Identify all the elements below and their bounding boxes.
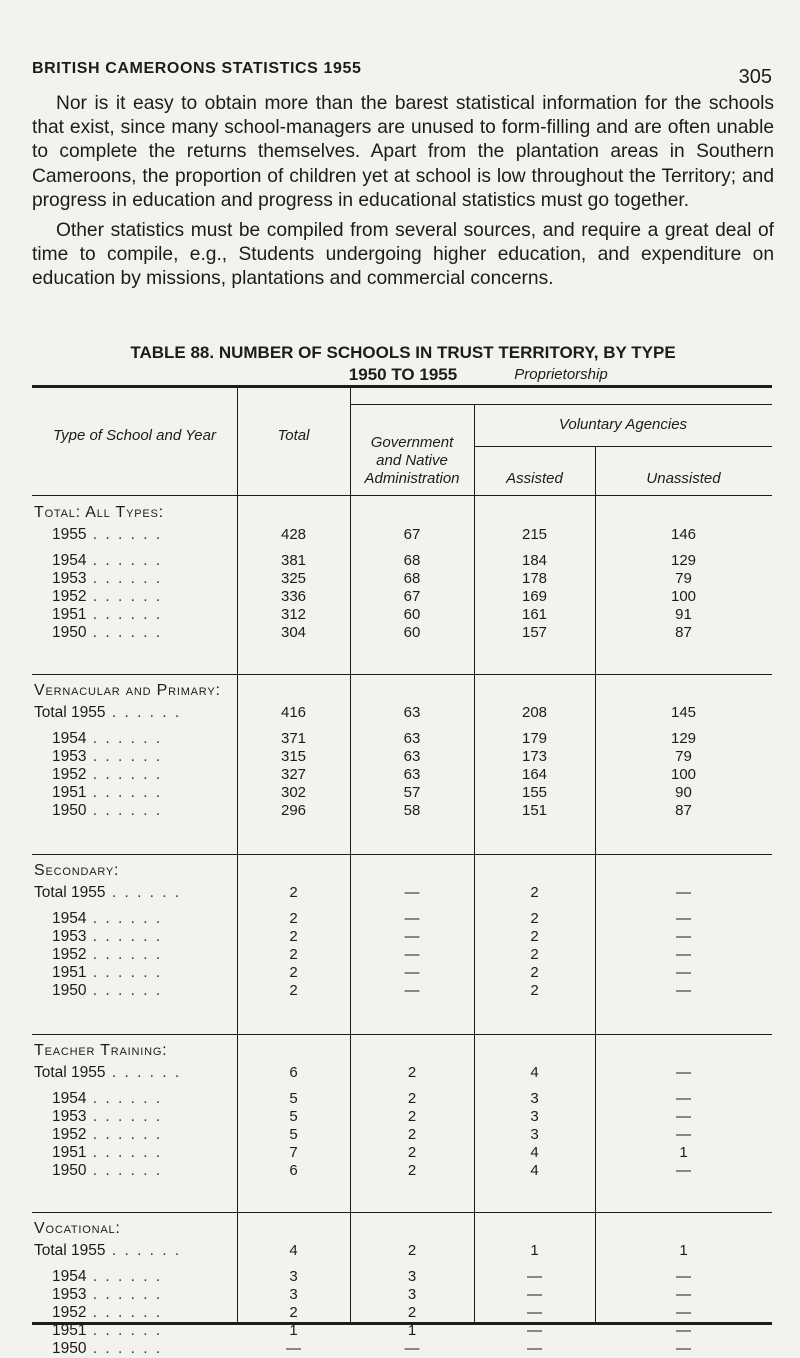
cell-government: 2 [407, 1242, 417, 1259]
row-year: Total 1955 [34, 1064, 106, 1081]
cell-total: 2 [289, 964, 298, 981]
cell-total: 2 [289, 946, 298, 963]
cell-assisted: 178 [521, 570, 548, 587]
cell-unassisted: — [676, 1340, 691, 1357]
row-label [52, 1090, 162, 1108]
cell-assisted: 1 [530, 1242, 539, 1259]
row-year: 1952 [52, 1304, 87, 1321]
row-year: 1950 [52, 982, 87, 999]
dot-leader: . . . . . . [86, 1304, 163, 1321]
cell-total: 315 [280, 748, 307, 765]
cell-government: 58 [403, 802, 421, 819]
cell-total: 381 [280, 552, 307, 569]
row-year: 1953 [52, 1286, 87, 1303]
row-year: Total 1955 [34, 704, 106, 721]
row-year: 1954 [52, 730, 87, 747]
row-label [52, 802, 162, 820]
cell-total: 325 [280, 570, 307, 587]
section-title: Teacher Training: [34, 1042, 168, 1059]
dot-leader: . . . . . . [86, 1268, 163, 1285]
cell-unassisted: — [676, 1090, 691, 1107]
cell-unassisted: 79 [675, 570, 692, 587]
cell-assisted: 2 [530, 928, 539, 945]
cell-assisted: 164 [521, 766, 548, 783]
cell-unassisted: 79 [675, 748, 692, 765]
row-label [34, 884, 181, 902]
header-proprietorship: Proprietorship [514, 366, 608, 383]
row-year: 1953 [52, 748, 87, 765]
cell-total: 4 [289, 1242, 298, 1259]
row-year: 1950 [52, 802, 87, 819]
cell-total: 2 [289, 910, 298, 927]
cell-assisted: 173 [521, 748, 548, 765]
cell-total: 1 [289, 1322, 298, 1339]
cell-government: — [404, 884, 420, 901]
cell-government: — [404, 910, 420, 927]
row-label [52, 1108, 162, 1126]
dot-leader: . . . . . . [86, 910, 163, 927]
cell-unassisted: — [676, 964, 691, 981]
cell-unassisted: — [676, 910, 691, 927]
row-label [52, 1162, 162, 1180]
row-year: 1950 [52, 1340, 87, 1357]
row-year: 1955 [52, 526, 87, 543]
cell-government: 1 [407, 1322, 417, 1339]
cell-assisted: — [527, 1286, 542, 1303]
cell-government: 68 [403, 552, 421, 569]
cell-assisted: 208 [521, 704, 548, 721]
row-label [52, 748, 162, 766]
header-bottom-rule [32, 495, 772, 496]
cell-assisted: 2 [530, 982, 539, 999]
cell-unassisted: — [676, 884, 691, 901]
cell-government: 63 [403, 704, 421, 721]
dot-leader: . . . . . . [86, 1090, 163, 1107]
row-year: 1950 [52, 1162, 87, 1179]
section-title: Vocational: [34, 1220, 121, 1237]
cell-assisted: — [527, 1304, 542, 1321]
dot-leader: . . . . . . [86, 624, 163, 641]
cell-unassisted: 1 [679, 1144, 688, 1161]
cell-total: 2 [289, 1304, 298, 1321]
cell-government: — [404, 928, 420, 945]
section-rule [32, 674, 772, 675]
cell-unassisted: 90 [675, 784, 692, 801]
row-label [52, 946, 162, 964]
row-year: 1954 [52, 1090, 87, 1107]
cell-assisted: 3 [530, 1090, 539, 1107]
row-label [52, 1286, 162, 1304]
row-year: 1953 [52, 1108, 87, 1125]
section-title: Total: All Types: [34, 504, 164, 521]
row-label [52, 928, 162, 946]
dot-leader: . . . . . . [86, 730, 163, 747]
dot-leader: . . . . . . [86, 766, 163, 783]
cell-assisted: 2 [530, 946, 539, 963]
cell-government: 63 [403, 730, 421, 747]
cell-total: 3 [289, 1286, 298, 1303]
cell-total: 416 [280, 704, 307, 721]
row-label [52, 588, 162, 606]
cell-assisted: 3 [530, 1126, 539, 1143]
header-unassisted: Unassisted [646, 470, 721, 487]
cell-government: — [404, 946, 420, 963]
dot-leader: . . . . . . [86, 964, 163, 981]
cell-unassisted: — [676, 1286, 691, 1303]
cell-unassisted: 91 [675, 606, 692, 623]
section-title: Vernacular and Primary: [34, 682, 221, 699]
cell-unassisted: — [676, 928, 691, 945]
dot-leader: . . . . . . [86, 1340, 163, 1357]
cell-unassisted: 145 [670, 704, 697, 721]
row-year: 1951 [52, 1144, 87, 1161]
cell-government: 2 [407, 1064, 417, 1081]
cell-assisted: 2 [530, 884, 539, 901]
cell-total: 428 [280, 526, 307, 543]
running-title: BRITISH CAMEROONS STATISTICS 1955 [32, 60, 362, 77]
cell-assisted: 184 [521, 552, 548, 569]
cell-assisted: 3 [530, 1108, 539, 1125]
row-label [52, 624, 162, 642]
section-rule [32, 854, 772, 855]
cell-unassisted: 146 [670, 526, 697, 543]
cell-assisted: 2 [530, 964, 539, 981]
row-label [52, 606, 162, 624]
cell-assisted: 169 [521, 588, 548, 605]
cell-government: 63 [403, 748, 421, 765]
voluntary-rule [474, 446, 772, 447]
cell-total: 304 [280, 624, 307, 641]
row-label [52, 784, 162, 802]
cell-unassisted: — [676, 1108, 691, 1125]
cell-unassisted: 100 [670, 588, 697, 605]
dot-leader: . . . . . . [86, 552, 163, 569]
paragraph-2: Other statistics must be compiled from several sources, and require a great deal of time to compile, e.g., Students undergoing higher education, and expenditure on education by missions, plantations and commercial concerns. [32, 220, 774, 290]
cell-total: 2 [289, 884, 298, 901]
cell-total: 5 [289, 1108, 298, 1125]
row-label [52, 730, 162, 748]
row-label [52, 766, 162, 784]
cell-total: 7 [289, 1144, 298, 1161]
body-text [32, 92, 774, 298]
dot-leader: . . . . . . [86, 1162, 163, 1179]
cell-assisted: — [527, 1322, 542, 1339]
cell-total: 2 [289, 928, 298, 945]
header-total: Total [277, 427, 310, 444]
dot-leader: . . . . . . [86, 526, 163, 543]
page-number: 305 [738, 66, 772, 88]
row-label [34, 704, 181, 722]
cell-government: 68 [403, 570, 421, 587]
cell-government: 57 [403, 784, 421, 801]
cell-unassisted: 87 [675, 802, 692, 819]
proprietorship-rule [350, 404, 772, 405]
cell-government: 2 [407, 1144, 417, 1161]
dot-leader: . . . . . . [105, 1064, 182, 1081]
row-label [52, 1340, 162, 1358]
row-label [52, 1304, 162, 1322]
cell-assisted: 2 [530, 910, 539, 927]
dot-leader: . . . . . . [86, 748, 163, 765]
cell-assisted: 4 [530, 1144, 539, 1161]
cell-assisted: 215 [521, 526, 548, 543]
row-label [52, 910, 162, 928]
cell-unassisted: 1 [679, 1242, 688, 1259]
paragraph-1: Nor is it easy to obtain more than the barest statistical information for the schools that exist, since many school-managers are unused to form-filling and are often unable to complete the returns themselves. Apart from the plantation areas in Southern Cameroons, the proportion of children yet at school is low throughout the Territory; and progress in education and progress in educational statistics must go together. [32, 93, 774, 211]
row-year: Total 1955 [34, 1242, 106, 1259]
cell-government: — [404, 964, 420, 981]
cell-unassisted: — [676, 1162, 691, 1179]
dot-leader: . . . . . . [86, 588, 163, 605]
cell-government: — [404, 1340, 420, 1357]
header-type: Type of School and Year [53, 427, 216, 444]
cell-government: 67 [403, 588, 421, 605]
cell-government: 3 [407, 1286, 417, 1303]
row-year: 1954 [52, 1268, 87, 1285]
dot-leader: . . . . . . [86, 1286, 163, 1303]
row-label [52, 964, 162, 982]
cell-assisted: 4 [530, 1162, 539, 1179]
cell-assisted: 161 [521, 606, 548, 623]
running-head [32, 60, 772, 86]
dot-leader: . . . . . . [105, 1242, 182, 1259]
cell-total: 6 [289, 1064, 298, 1081]
row-year: 1954 [52, 910, 87, 927]
row-label [52, 552, 162, 570]
row-year: 1953 [52, 570, 87, 587]
cell-government: 60 [403, 624, 421, 641]
cell-government: 2 [407, 1108, 417, 1125]
row-label [52, 1268, 162, 1286]
section-title: Secondary: [34, 862, 120, 879]
cell-total: 2 [289, 982, 298, 999]
row-label [34, 1242, 181, 1260]
cell-government: 2 [407, 1090, 417, 1107]
dot-leader: . . . . . . [86, 1144, 163, 1161]
cell-government: 2 [407, 1162, 417, 1179]
row-year: 1951 [52, 784, 87, 801]
row-label [52, 1322, 162, 1340]
cell-assisted: — [527, 1268, 542, 1285]
cell-government: 67 [403, 526, 421, 543]
cell-unassisted: — [676, 1126, 691, 1143]
row-year: 1952 [52, 946, 87, 963]
cell-government: 2 [407, 1304, 417, 1321]
cell-total: 3 [289, 1268, 298, 1285]
section-rule [32, 1212, 772, 1213]
cell-assisted: 155 [521, 784, 548, 801]
cell-total: 296 [280, 802, 307, 819]
row-year: 1951 [52, 964, 87, 981]
dot-leader: . . . . . . [86, 802, 163, 819]
dot-leader: . . . . . . [105, 704, 182, 721]
row-label [52, 1144, 162, 1162]
cell-unassisted: — [676, 946, 691, 963]
cell-total: 302 [280, 784, 307, 801]
row-year: 1954 [52, 552, 87, 569]
cell-total: 312 [280, 606, 307, 623]
row-year: 1952 [52, 766, 87, 783]
cell-assisted: 151 [521, 802, 548, 819]
row-year: 1950 [52, 624, 87, 641]
cell-unassisted: — [676, 982, 691, 999]
cell-total: 5 [289, 1090, 298, 1107]
cell-government: — [404, 982, 420, 999]
table-top-rule [32, 385, 772, 388]
dot-leader: . . . . . . [86, 928, 163, 945]
row-year: 1953 [52, 928, 87, 945]
table-caption-line2: 1950 TO 1955 [348, 365, 458, 384]
cell-unassisted: — [676, 1268, 691, 1285]
dot-leader: . . . . . . [86, 1126, 163, 1143]
row-label [52, 526, 162, 544]
cell-total: 6 [289, 1162, 298, 1179]
cell-unassisted: 129 [670, 552, 697, 569]
cell-assisted: — [527, 1340, 542, 1357]
cell-unassisted: — [676, 1304, 691, 1321]
cell-unassisted: — [676, 1322, 691, 1339]
row-year: 1951 [52, 1322, 87, 1339]
header-voluntary: Voluntary Agencies [558, 416, 688, 433]
dot-leader: . . . . . . [86, 1322, 163, 1339]
cell-total: 336 [280, 588, 307, 605]
cell-assisted: 157 [521, 624, 548, 641]
header-assisted: Assisted [506, 470, 563, 487]
dot-leader: . . . . . . [86, 1108, 163, 1125]
cell-unassisted: 129 [670, 730, 697, 747]
row-label [52, 1126, 162, 1144]
cell-total: 327 [280, 766, 307, 783]
cell-assisted: 4 [530, 1064, 539, 1081]
cell-government: 60 [403, 606, 421, 623]
header-government: Government and Native Administration [364, 434, 460, 487]
cell-total: 371 [280, 730, 307, 747]
cell-unassisted: — [676, 1064, 691, 1081]
dot-leader: . . . . . . [105, 884, 182, 901]
cell-government: 63 [403, 766, 421, 783]
dot-leader: . . . . . . [86, 606, 163, 623]
row-year: 1952 [52, 588, 87, 605]
section-rule [32, 1034, 772, 1035]
row-year: 1951 [52, 606, 87, 623]
cell-total: 5 [289, 1126, 298, 1143]
cell-government: 3 [407, 1268, 417, 1285]
row-label [52, 982, 162, 1000]
dot-leader: . . . . . . [86, 570, 163, 587]
row-label [52, 570, 162, 588]
row-label [34, 1064, 181, 1082]
table-caption-line1: TABLE 88. NUMBER OF SCHOOLS IN TRUST TERRITORY, BY TYPE [130, 343, 676, 362]
dot-leader: . . . . . . [86, 982, 163, 999]
row-year: 1952 [52, 1126, 87, 1143]
dot-leader: . . . . . . [86, 784, 163, 801]
row-year: Total 1955 [34, 884, 106, 901]
cell-unassisted: 87 [675, 624, 692, 641]
cell-government: 2 [407, 1126, 417, 1143]
cell-assisted: 179 [521, 730, 548, 747]
cell-total: — [286, 1340, 301, 1357]
dot-leader: . . . . . . [86, 946, 163, 963]
cell-unassisted: 100 [670, 766, 697, 783]
